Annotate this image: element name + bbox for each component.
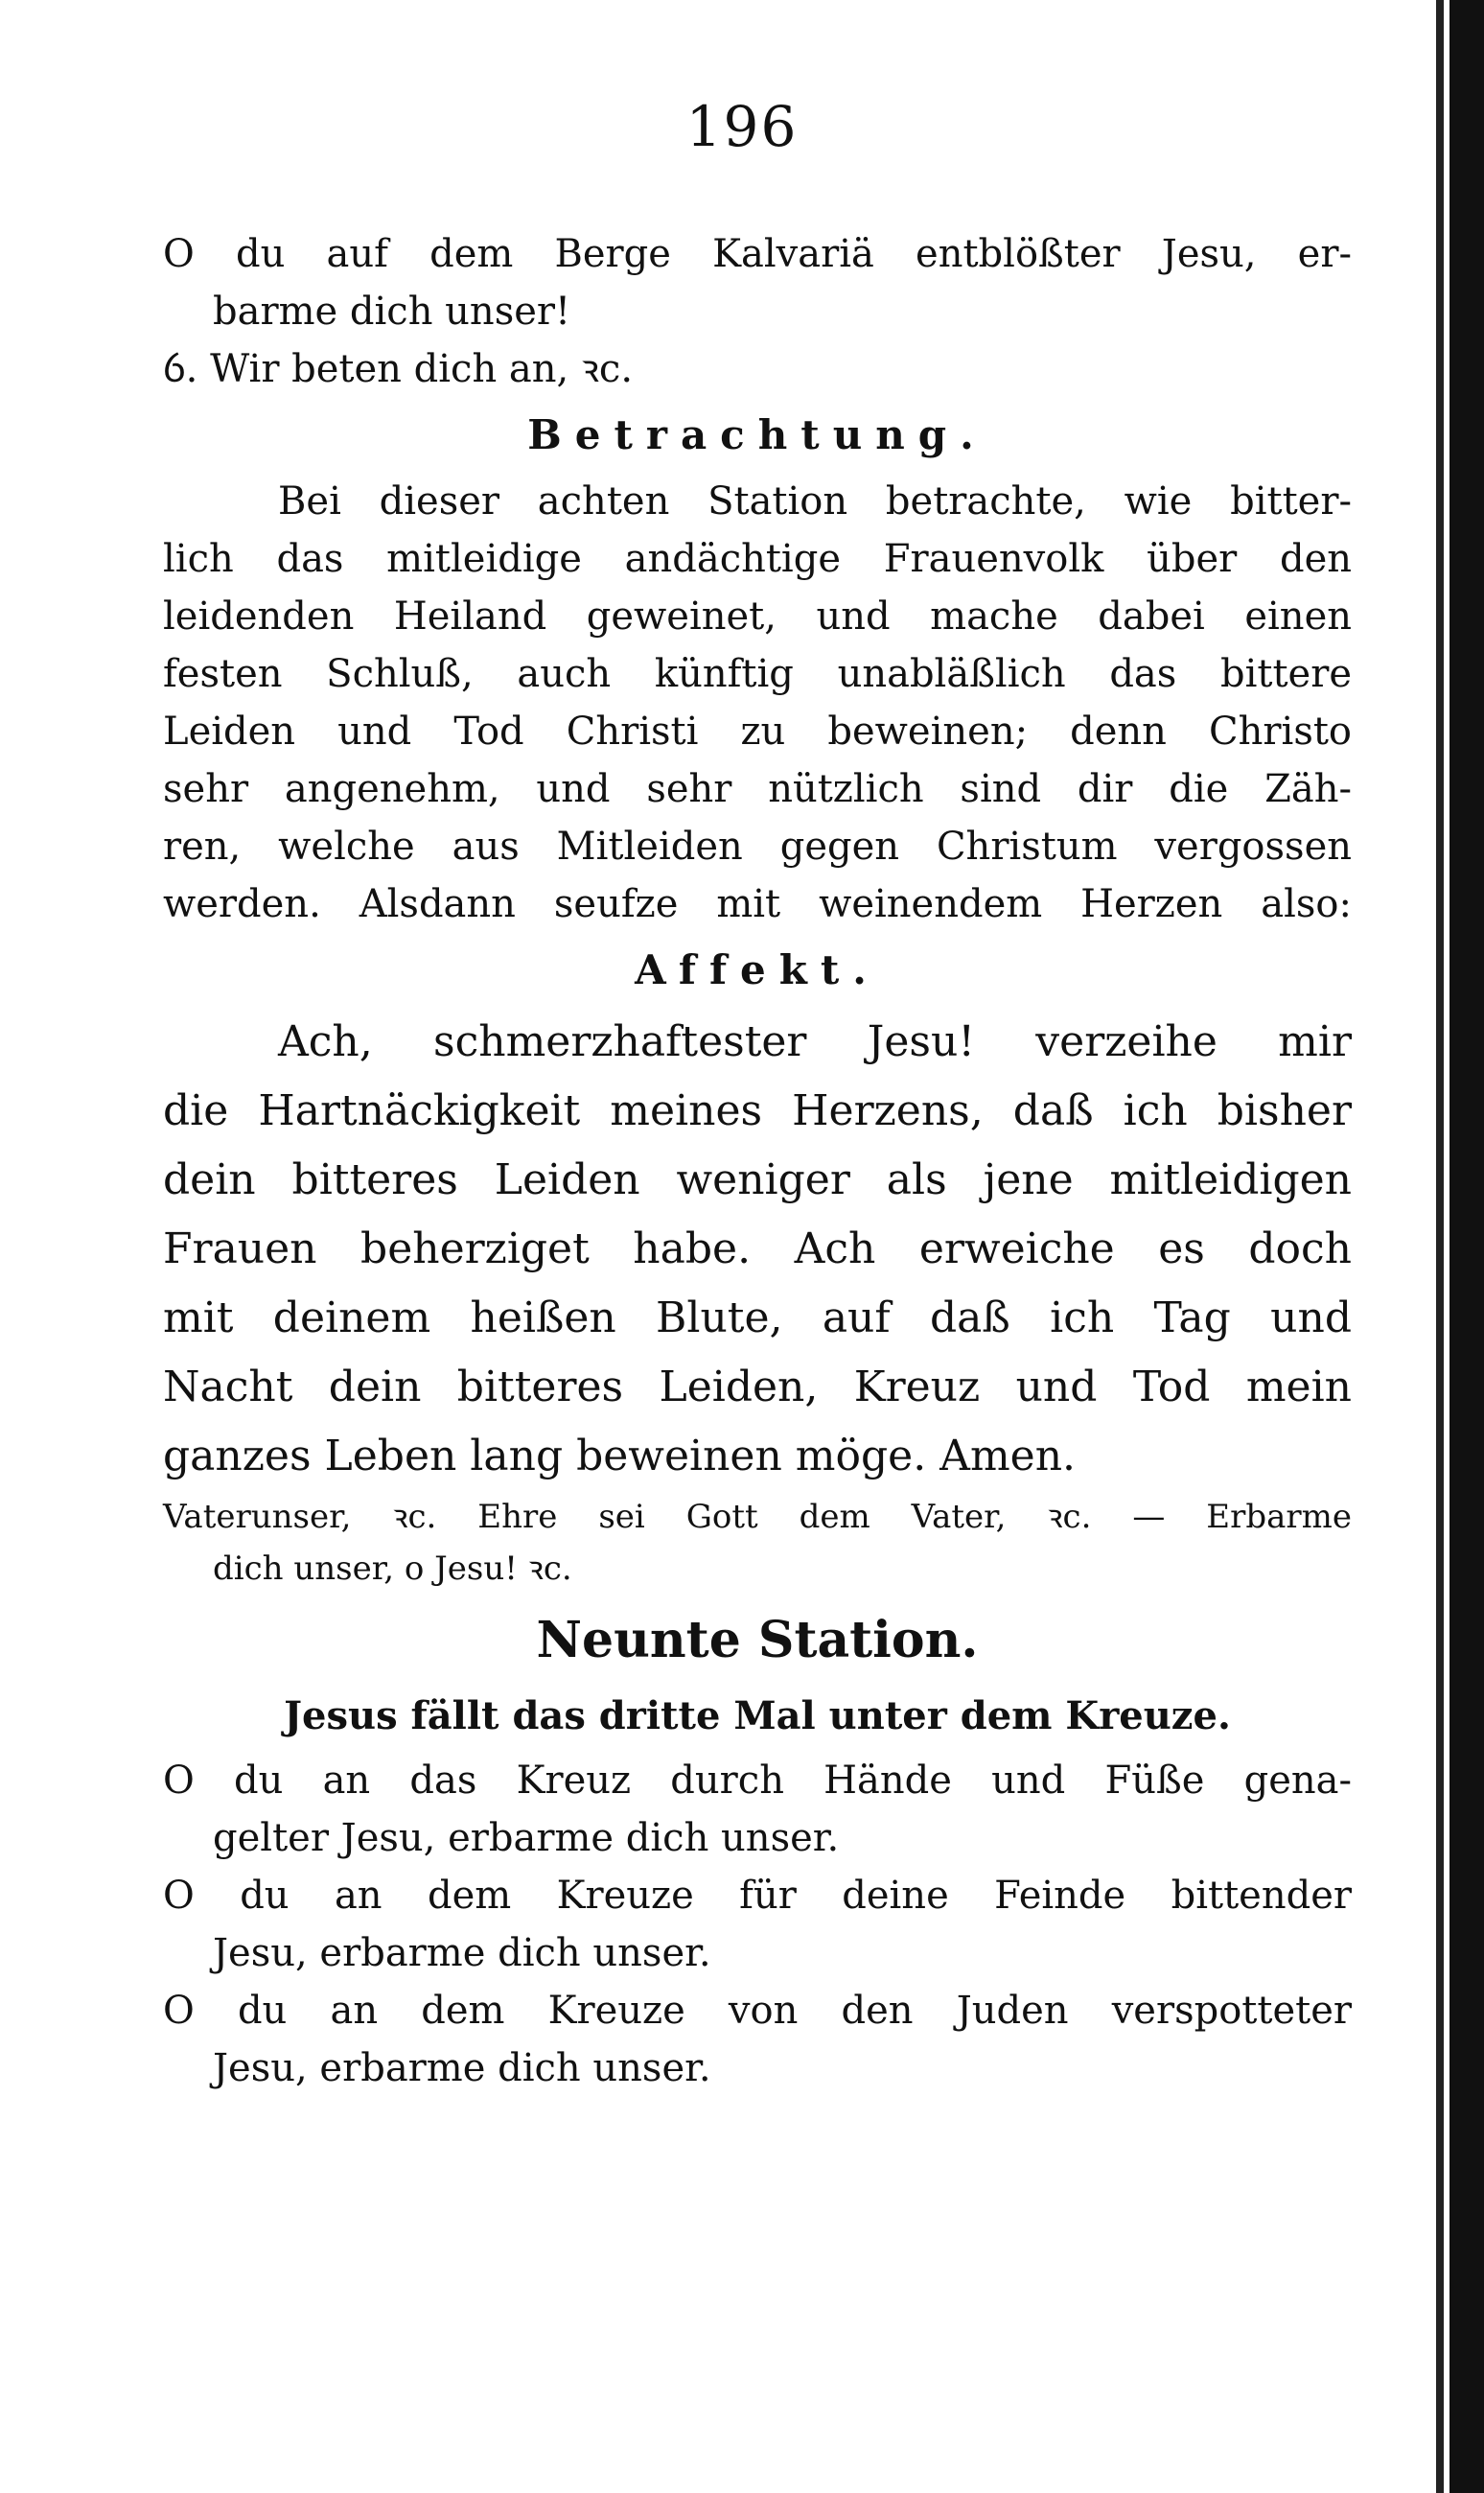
text-line: sehr angenehm, und sehr nützlich sind dir die Zäh- bbox=[163, 767, 1352, 811]
litany-block bbox=[163, 1752, 1352, 2097]
affekt-prayer bbox=[163, 1008, 1352, 1491]
litany-line: Jesu, erbarme dich unser. bbox=[213, 2046, 711, 2090]
text-line: leidenden Heiland geweinet, und mache dabei einen bbox=[163, 594, 1352, 639]
text-line: ren, welche aus Mitleiden gegen Christum vergossen bbox=[163, 825, 1352, 869]
page-edge-border bbox=[1449, 0, 1484, 2493]
text-line: Leiden und Tod Christi zu beweinen; denn Christo bbox=[163, 710, 1352, 754]
rubric-line: Vaterunser, ꝛc. Ehre sei Gott dem Vater, ꝛc. — Erbarme bbox=[163, 1498, 1352, 1536]
intro-line: ỽ. Wir beten dich an, ꝛc. bbox=[163, 347, 634, 391]
litany-line: Jesu, erbarme dich unser. bbox=[213, 1931, 711, 1975]
station-subtitle: Jesus fällt das dritte Mal unter dem Kreuze. bbox=[284, 1693, 1231, 1738]
text-line: festen Schluß, auch künftig unabläßlich das bittere bbox=[163, 652, 1352, 696]
prayer-line: ganzes Leben lang beweinen möge. Amen. bbox=[163, 1432, 1077, 1480]
intro-line: O du auf dem Berge Kalvariä entblößter Jesu, er- bbox=[163, 232, 1352, 276]
closing-rubric bbox=[163, 1491, 1352, 1595]
intro-block bbox=[163, 225, 1352, 398]
text-line: Bei dieser achten Station betrachte, wie bitter- bbox=[278, 479, 1352, 524]
prayer-line: Ach, schmerzhaftester Jesu! verzeihe mir bbox=[278, 1017, 1352, 1066]
affekt-heading: Affekt. bbox=[635, 946, 880, 993]
page-number: 196 bbox=[685, 94, 799, 159]
page-content bbox=[163, 225, 1352, 2097]
prayer-line: die Hartnäckigkeit meines Herzens, daß ich bisher bbox=[163, 1086, 1352, 1135]
intro-line: barme dich unser! bbox=[213, 290, 571, 334]
prayer-line: mit deinem heißen Blute, auf daß ich Tag und bbox=[163, 1293, 1352, 1342]
rubric-line: dich unser, o Jesu! ꝛc. bbox=[213, 1549, 572, 1588]
prayer-line: Nacht dein bitteres Leiden, Kreuz und Tod mein bbox=[163, 1363, 1352, 1411]
litany-line: O du an dem Kreuze für deine Feinde bittender bbox=[163, 1874, 1352, 1918]
litany-line: gelter Jesu, erbarme dich unser. bbox=[213, 1816, 840, 1860]
prayer-line: Frauen beherziget habe. Ach erweiche es doch bbox=[163, 1224, 1352, 1273]
text-line: lich das mitleidige andächtige Frauenvolk über den bbox=[163, 537, 1352, 581]
litany-line: O du an das Kreuz durch Hände und Füße genа- bbox=[163, 1759, 1352, 1803]
prayer-line: dein bitteres Leiden weniger als jene mitleidigen bbox=[163, 1155, 1352, 1204]
station-title: Neunte Station. bbox=[536, 1611, 979, 1669]
litany-line: O du an dem Kreuze von den Juden verspotteter bbox=[163, 1989, 1352, 2033]
text-line: werden. Alsdann seufze mit weinendem Herzen also: bbox=[163, 882, 1352, 926]
betrachtung-heading: Betrachtung. bbox=[527, 411, 987, 458]
betrachtung-paragraph bbox=[163, 473, 1352, 933]
